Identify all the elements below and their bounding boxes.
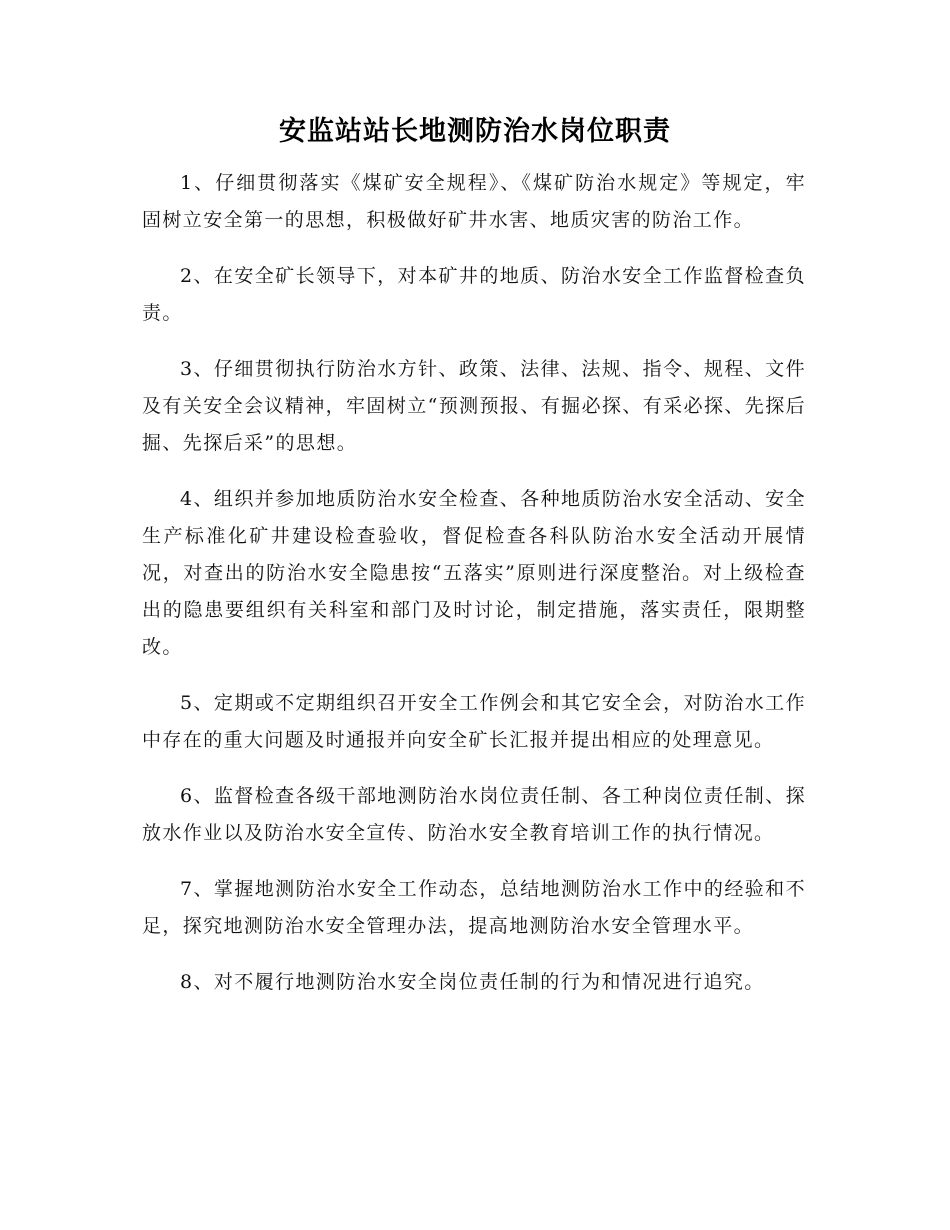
document-title: 安监站站长地测防治水岗位职责 xyxy=(279,116,671,147)
paragraph-2: 2、在安全矿长领导下，对本矿井的地质、防治水安全工作监督检查负责。 xyxy=(142,265,806,324)
paragraph-3: 3、仔细贯彻执行防治水方针、政策、法律、法规、指令、规程、文件及有关安全会议精神，牢固树立“预测预报、有掘必探、有采必探、先探后掘、先探后采”的思想。 xyxy=(142,358,806,454)
paragraph-6: 6、监督检查各级干部地测防治水岗位责任制、各工种岗位责任制、探放水作业以及防治水安全宣传、防治水安全教育培训工作的执行情况。 xyxy=(142,785,806,844)
paragraph-8: 8、对不履行地测防治水安全岗位责任制的行为和情况进行追究。 xyxy=(180,971,765,993)
paragraph-7: 7、掌握地测防治水安全工作动态，总结地测防治水工作中的经验和不足，探究地测防治水安全管理办法，提高地测防治水安全管理水平。 xyxy=(142,878,806,937)
paragraph-1: 1、仔细贯彻落实《煤矿安全规程》、《煤矿防治水规定》等规定，牢固树立安全第一的思想，积极做好矿井水害、地质灾害的防治工作。 xyxy=(142,172,806,231)
paragraph-4: 4、组织并参加地质防治水安全检查、各种地质防治水安全活动、安全生产标准化矿井建设检查验收，督促检查各科队防治水安全活动开展情况，对查出的防治水安全隐患按“五落实”原则进行深度整治。对上级检查出的隐患要组织有关科室和部门及时讨论，制定措施，落实责任，限期整改。 xyxy=(142,488,806,658)
document-body xyxy=(142,165,806,1020)
paragraph-5: 5、定期或不定期组织召开安全工作例会和其它安全会，对防治水工作中存在的重大问题及时通报并向安全矿长汇报并提出相应的处理意见。 xyxy=(142,692,806,751)
